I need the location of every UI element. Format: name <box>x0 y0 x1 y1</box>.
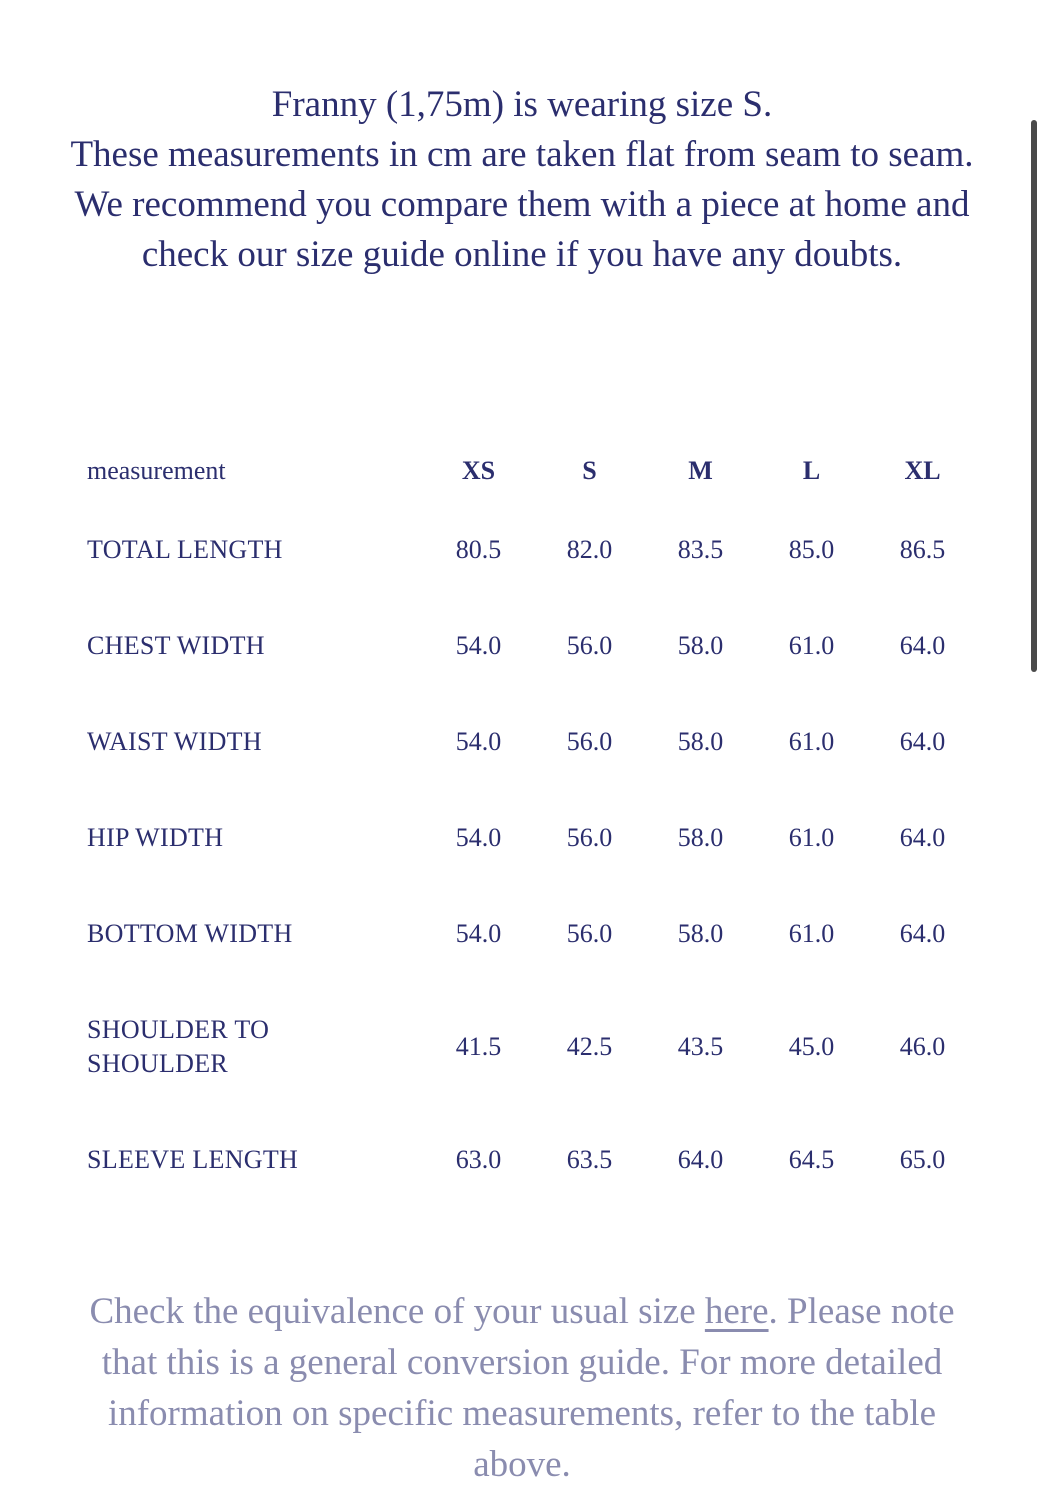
note-text-before-link: Check the equivalence of your usual size <box>89 1291 705 1332</box>
note-text-after-link: . Please note that this is a general conversion guide. For more detailed information on specific measurements, refer to the table above. <box>101 1291 955 1485</box>
table-cell: 61.0 <box>788 919 835 948</box>
table-cell: 58.0 <box>677 727 724 756</box>
table-cell: 63.5 <box>566 1145 613 1174</box>
size-guide-link[interactable]: here <box>704 1291 769 1332</box>
row-label-waist-width: WAIST WIDTH <box>87 727 262 756</box>
table-cell: 45.0 <box>788 1032 835 1061</box>
size-header-s: S <box>582 456 597 485</box>
measurement-header: measurement <box>87 456 226 485</box>
table-row <box>87 1112 978 1208</box>
size-header-l: L <box>802 456 821 485</box>
table-cell: 80.5 <box>455 535 502 564</box>
row-label-shoulder-to-shoulder <box>87 982 423 1112</box>
table-row <box>87 502 978 598</box>
table-cell: 63.0 <box>455 1145 502 1174</box>
size-intro <box>60 80 984 280</box>
table-cell: 58.0 <box>677 631 724 660</box>
model-size-text: Franny (1,75m) is wearing size S. <box>271 84 773 125</box>
table-cell: 46.0 <box>899 1032 946 1061</box>
table-cell: 64.0 <box>899 823 946 852</box>
table-cell: 64.0 <box>899 631 946 660</box>
table-cell: 56.0 <box>566 631 613 660</box>
size-header-m: M <box>688 456 713 485</box>
size-header-row <box>87 440 978 502</box>
table-cell: 65.0 <box>899 1145 946 1174</box>
table-cell: 58.0 <box>677 919 724 948</box>
size-conversion-note <box>80 1286 964 1490</box>
table-row <box>87 790 978 886</box>
table-cell: 41.5 <box>455 1032 502 1061</box>
table-row <box>87 886 978 982</box>
table-cell: 54.0 <box>455 823 502 852</box>
row-label-sleeve-length: SLEEVE LENGTH <box>87 1145 299 1174</box>
row-label-chest-width: CHEST WIDTH <box>87 631 265 660</box>
table-cell: 64.0 <box>677 1145 724 1174</box>
table-cell: 54.0 <box>455 631 502 660</box>
table-cell: 64.5 <box>788 1145 835 1174</box>
table-row <box>87 598 978 694</box>
table-row <box>87 694 978 790</box>
table-cell: 86.5 <box>899 535 946 564</box>
size-header-xs: XS <box>461 456 496 485</box>
scrollbar[interactable] <box>1031 120 1037 672</box>
table-cell: 56.0 <box>566 823 613 852</box>
table-cell: 61.0 <box>788 727 835 756</box>
row-label-hip-width: HIP WIDTH <box>87 823 224 852</box>
table-cell: 54.0 <box>455 919 502 948</box>
table-cell: 64.0 <box>899 919 946 948</box>
measurement-explanation-text: These measurements in cm are taken flat from seam to seam. We recommend you compare them with a piece at home and check our size guide online if you have any doubts. <box>70 134 974 275</box>
table-cell: 85.0 <box>788 535 835 564</box>
note-paragraph <box>80 1286 964 1490</box>
row-label-bottom-width: BOTTOM WIDTH <box>87 919 293 948</box>
table-cell: 61.0 <box>788 823 835 852</box>
table-cell: 82.0 <box>566 535 613 564</box>
row-label-total-length: TOTAL LENGTH <box>87 535 283 564</box>
table-cell: 64.0 <box>899 727 946 756</box>
table-cell: 56.0 <box>566 919 613 948</box>
table-cell: 56.0 <box>566 727 613 756</box>
table-cell: 42.5 <box>566 1032 613 1061</box>
table-cell: 61.0 <box>788 631 835 660</box>
size-table <box>87 440 978 1208</box>
table-cell: 54.0 <box>455 727 502 756</box>
size-header-xl: XL <box>904 456 941 485</box>
table-cell: 83.5 <box>677 535 724 564</box>
table-cell: 43.5 <box>677 1032 724 1061</box>
table-cell: 58.0 <box>677 823 724 852</box>
table-row <box>87 982 978 1112</box>
row-label-text: SHOULDER TO SHOULDER <box>87 1015 270 1078</box>
